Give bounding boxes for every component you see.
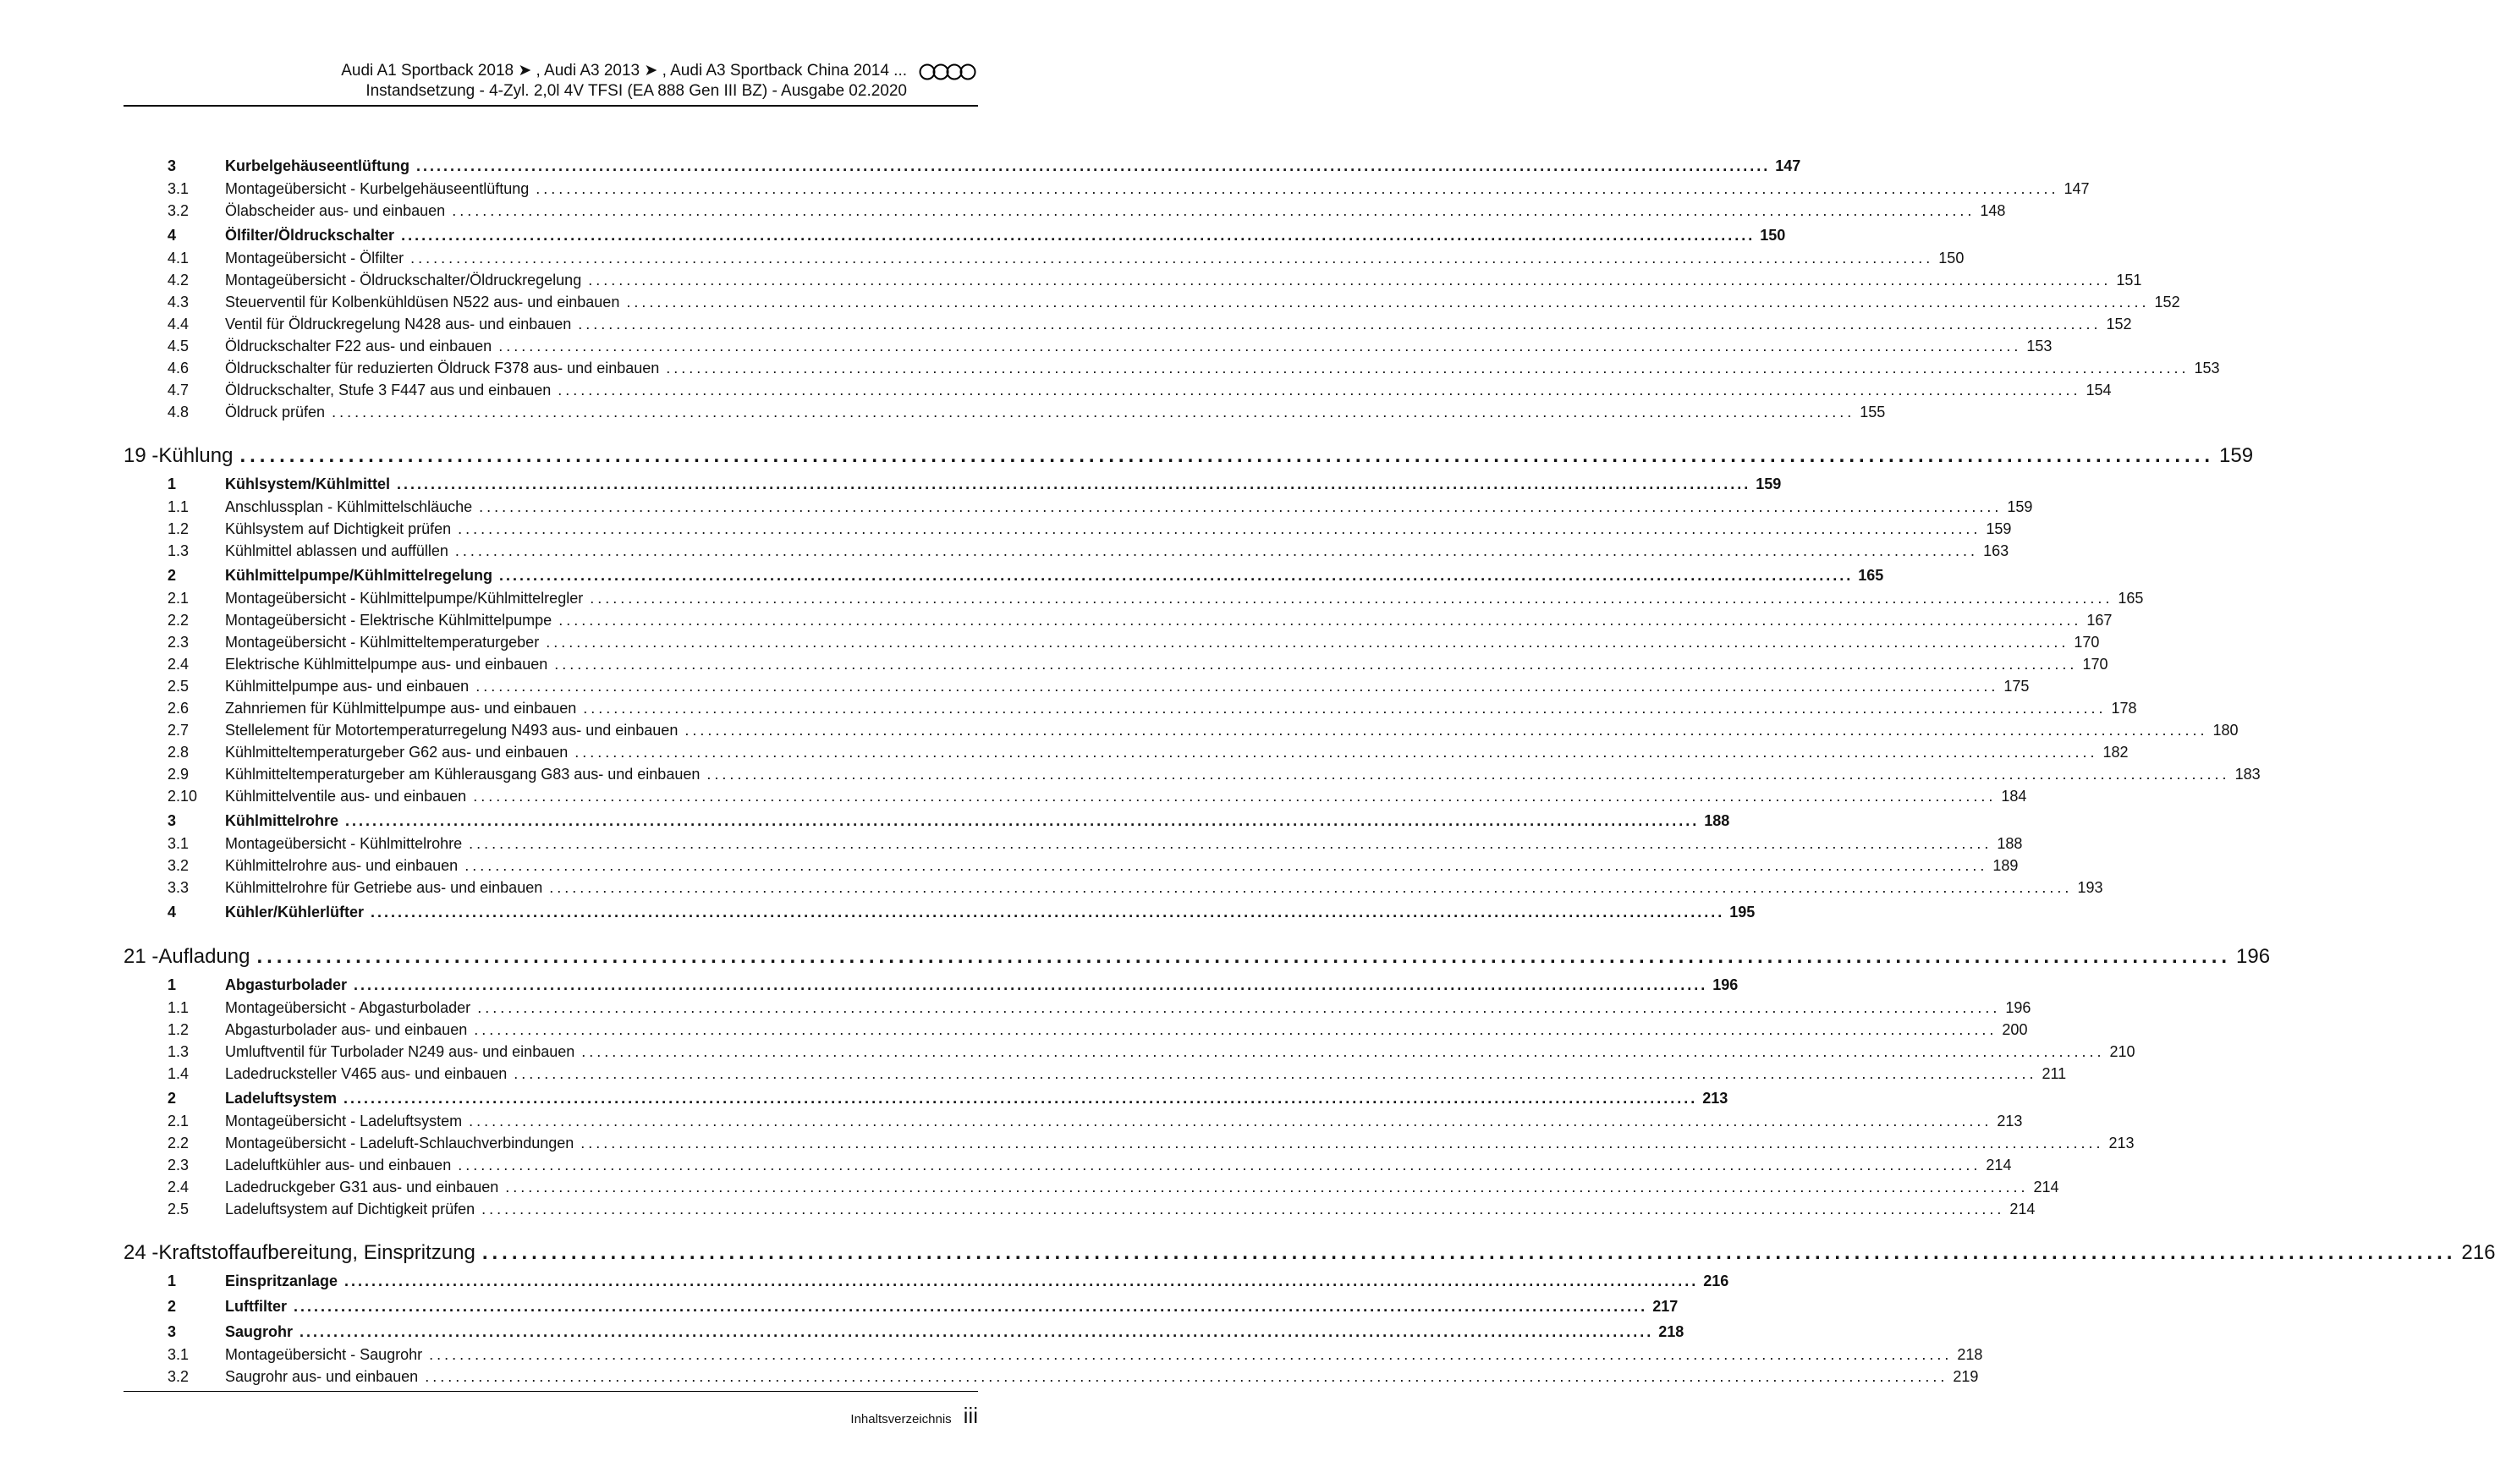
toc-subsection-row[interactable]: [124, 1110, 2023, 1132]
toc-leader-dots: ........................................................................................................................................................................................................: [343, 1090, 1698, 1107]
toc-entry-title: Öldruckschalter, Stufe 3 F447 aus und einbauen: [225, 382, 552, 398]
footer-divider: [124, 1391, 978, 1392]
toc-subsection-row[interactable]: [124, 675, 2030, 697]
toc-entry-title: Abgasturbolader: [225, 976, 348, 993]
toc-entry-number: 2.2: [168, 612, 190, 629]
toc-chapter-row[interactable]: [124, 442, 2254, 470]
toc-entry-page: 182: [2102, 744, 2129, 761]
toc-leader-dots: ........................................................................................................................................................................................................: [666, 360, 2190, 376]
header-line-1: Audi A1 Sportback 2018 ➤ , Audi A3 2013 ➤ , Audi A3 Sportback China 2014 ...: [341, 62, 907, 80]
toc-entry-number: 2.6: [168, 700, 190, 717]
toc-entry-title: Montageübersicht - Elektrische Kühlmittelpumpe: [225, 612, 552, 629]
toc-leader-dots: ........................................................................................................................................................................................................: [345, 812, 1700, 829]
toc-entry-page: 155: [1860, 404, 1886, 420]
toc-subsection-row[interactable]: [124, 178, 2090, 200]
toc-section-row[interactable]: [124, 1086, 1728, 1110]
toc-entry-number: 1.4: [168, 1065, 190, 1082]
toc-subsection-row[interactable]: [124, 587, 2144, 609]
toc-entry-title: Kühlmittelrohre für Getriebe aus- und einbauen: [225, 879, 543, 896]
toc-entry-title: Einspritzanlage: [225, 1272, 338, 1289]
toc-leader-dots: ........................................................................................................................................................................................................: [505, 1179, 2029, 1195]
toc-leader-dots: ........................................................................................................................................................................................................: [469, 1113, 1992, 1129]
toc-entry-number: 3.3: [168, 879, 190, 896]
toc-leader-dots: ........................................................................................................................................................................................................: [454, 542, 1979, 559]
toc-entry-title: Kühlmittelrohre: [225, 812, 339, 829]
toc-subsection-row[interactable]: [124, 785, 2027, 807]
toc-leader-dots: ........................................................................................................................................................................................................: [626, 294, 2150, 311]
table-of-contents: [124, 152, 2495, 1388]
toc-subsection-row[interactable]: [124, 1198, 2036, 1220]
toc-entry-title: Ölabscheider aus- und einbauen: [225, 202, 446, 219]
toc-entry-title: Montageübersicht - Kühlmittelpumpe/Kühlmittelregler: [225, 590, 584, 607]
toc-entry-title: Kühlmittelrohre aus- und einbauen: [225, 857, 459, 874]
toc-subsection-row[interactable]: [124, 313, 2132, 335]
toc-entry-page: 217: [1652, 1298, 1679, 1315]
toc-entry-page: 180: [2212, 722, 2239, 739]
toc-entry-page: 195: [1729, 904, 1756, 921]
toc-entry-title: Kühlsystem/Kühlmittel: [225, 475, 391, 492]
toc-subsection-row[interactable]: [124, 1132, 2135, 1154]
toc-entry-page: 218: [1658, 1323, 1684, 1340]
toc-entry-page: 188: [1704, 812, 1730, 829]
toc-subsection-row[interactable]: [124, 609, 2113, 631]
toc-entry-title: Öldruckschalter für reduzierten Öldruck F378 aus- und einbauen: [225, 360, 660, 376]
toc-leader-dots: ........................................................................................................................................................................................................: [410, 250, 1934, 267]
toc-entry-number: 2.4: [168, 656, 190, 673]
toc-entry-number: 4.3: [168, 294, 190, 311]
toc-entry-page: 154: [2086, 382, 2112, 398]
toc-entry-number: 4: [168, 904, 177, 921]
toc-subsection-row[interactable]: [124, 1019, 2028, 1041]
toc-subsection-row[interactable]: [124, 763, 2261, 785]
toc-leader-dots: ........................................................................................................................................................................................................: [332, 404, 1855, 420]
toc-entry-title: Montageübersicht - Ölfilter: [225, 250, 404, 267]
toc-entry-number: 3.2: [168, 857, 190, 874]
toc-entry-page: 219: [1953, 1368, 1979, 1385]
toc-entry-page: 178: [2111, 700, 2137, 717]
toc-entry-title: Montageübersicht - Abgasturbolader: [225, 999, 471, 1016]
toc-entry-title: Montageübersicht - Kurbelgehäuseentlüftung: [225, 180, 530, 197]
toc-entry-title: Anschlussplan - Kühlmittelschläuche: [225, 498, 473, 515]
toc-subsection-row[interactable]: [124, 200, 2006, 222]
toc-leader-dots: ........................................................................................................................................................................................................: [590, 590, 2113, 607]
toc-entry-page: 213: [1702, 1090, 1728, 1107]
toc-entry-page: 196: [1712, 976, 1739, 993]
header-line-2: Instandsetzung - 4-Zyl. 2,0l 4V TFSI (EA 888 Gen III BZ) - Ausgabe 02.2020: [365, 82, 907, 100]
toc-entry-page: 150: [1938, 250, 1965, 267]
toc-entry-title: Luftfilter: [225, 1298, 287, 1315]
toc-entry-page: 165: [2118, 590, 2144, 607]
toc-entry-page: 159: [2219, 444, 2254, 467]
toc-leader-dots: ........................................................................................................................................................................................................: [499, 567, 1854, 584]
toc-entry-number: 1: [168, 976, 177, 993]
toc-entry-title: Montageübersicht - Ladeluftsystem: [225, 1113, 463, 1129]
toc-entry-page: 152: [2154, 294, 2180, 311]
toc-leader-dots: ........................................................................................................................................................................................................: [684, 722, 2208, 739]
toc-entry-page: 211: [2042, 1065, 2067, 1082]
toc-entry-number: 3.2: [168, 202, 190, 219]
toc-leader-dots: ........................................................................................................................................................................................................: [481, 1201, 2005, 1217]
toc-subsection-row[interactable]: [124, 401, 1886, 423]
toc-entry-title: Montageübersicht - Kühlmitteltemperaturgeber: [225, 634, 540, 651]
toc-entry-page: 218: [1957, 1346, 1983, 1363]
toc-entry-title: Kurbelgehäuseentlüftung: [225, 157, 410, 174]
toc-leader-dots: ........................................................................................................................................................................................................: [581, 1043, 2105, 1060]
toc-subsection-row[interactable]: [124, 855, 2019, 877]
toc-entry-title: Ölfilter/Öldruckschalter: [225, 227, 395, 244]
toc-subsection-row[interactable]: [124, 335, 2053, 357]
toc-entry-page: 147: [1775, 157, 1801, 174]
toc-leader-dots: ........................................................................................................................................................................................................: [574, 744, 2098, 761]
toc-entry-page: 214: [2033, 1179, 2059, 1195]
toc-leader-dots: ........................................................................................................................................................................................................: [371, 904, 1725, 921]
toc-entry-number: 2.4: [168, 1179, 190, 1195]
toc-section-row[interactable]: [124, 1294, 1679, 1318]
toc-entry-page: 153: [2026, 338, 2053, 355]
toc-subsection-row[interactable]: [124, 379, 2112, 401]
toc-entry-page: 188: [1997, 835, 2023, 852]
toc-section-row[interactable]: [124, 563, 1884, 587]
toc-subsection-row[interactable]: [124, 741, 2129, 763]
page-footer: [850, 1403, 978, 1429]
toc-entry-title: Ventil für Öldruckregelung N428 aus- und einbauen: [225, 316, 572, 333]
toc-entry-title: Saugrohr: [225, 1323, 294, 1340]
toc-entry-number: 4.2: [168, 272, 190, 289]
toc-subsection-row[interactable]: [124, 1366, 1979, 1388]
toc-entry-title: Kühlmitteltemperaturgeber G62 aus- und einbauen: [225, 744, 569, 761]
toc-entry-title: Elektrische Kühlmittelpumpe aus- und einbauen: [225, 656, 548, 673]
toc-section-row[interactable]: [124, 973, 1739, 997]
toc-entry-number: 2.8: [168, 744, 190, 761]
toc-subsection-row[interactable]: [124, 877, 2103, 899]
toc-chapter-row[interactable]: [124, 943, 2271, 971]
toc-entry-title: Saugrohr aus- und einbauen: [225, 1368, 419, 1385]
toc-section-row[interactable]: [124, 223, 1786, 247]
toc-entry-number: 1.3: [168, 542, 190, 559]
toc-subsection-row[interactable]: [124, 291, 2180, 313]
toc-entry-title: Montageübersicht - Saugrohr: [225, 1346, 423, 1363]
toc-entry-number: 4.7: [168, 382, 190, 398]
toc-entry-number: 2.5: [168, 1201, 190, 1217]
toc-leader-dots: ........................................................................................................................................................................................................: [300, 1323, 1654, 1340]
toc-subsection-row[interactable]: [124, 357, 2220, 379]
toc-leader-dots: ........................................................................................................................................................................................................: [401, 227, 1756, 244]
toc-leader-dots: ........................................................................................................................................................................................................: [546, 634, 2069, 651]
toc-entry-number: 4: [168, 227, 177, 244]
toc-entry-number: 1: [168, 1272, 177, 1289]
toc-entry-number: 4.6: [168, 360, 190, 376]
toc-entry-page: 189: [1992, 857, 2019, 874]
toc-entry-number: 2.3: [168, 634, 190, 651]
toc-leader-dots: ........................................................................................................................................................................................................: [473, 788, 1997, 805]
toc-subsection-row[interactable]: [124, 496, 2033, 518]
toc-leader-dots: ........................................................................................................................................................................................................: [458, 520, 1981, 537]
toc-leader-dots: ........................................................................................................................................................................................................: [536, 180, 2059, 197]
toc-entry-number: 4.4: [168, 316, 190, 333]
toc-entry-title: Ladedruckgeber G31 aus- und einbauen: [225, 1179, 499, 1195]
toc-section-row[interactable]: [124, 1269, 1729, 1293]
toc-entry-number: 2: [168, 1090, 177, 1107]
toc-leader-dots: ........................................................................................................................................................................................................: [479, 498, 2003, 515]
toc-section-row[interactable]: [124, 1320, 1684, 1344]
toc-leader-dots: ........................................................................................................................................................................................................: [583, 700, 2107, 717]
toc-entry-title: Kühler/Kühlerlüfter: [225, 904, 365, 921]
toc-entry-number: 2.2: [168, 1135, 190, 1151]
toc-leader-dots: ........................................................................................................................................................................................................: [558, 382, 2081, 398]
toc-leader-dots: ........................................................................................................................................................................................................: [256, 945, 2232, 968]
toc-leader-dots: ........................................................................................................................................................................................................: [293, 1298, 1648, 1315]
toc-entry-page: 214: [1986, 1157, 2012, 1173]
toc-section-row[interactable]: [124, 154, 1801, 178]
toc-entry-title: Montageübersicht - Ladeluft-Schlauchverbindungen: [225, 1135, 574, 1151]
toc-entry-page: 159: [2007, 498, 2033, 515]
toc-entry-page: 159: [1986, 520, 2012, 537]
toc-entry-title: Öldruck prüfen: [225, 404, 326, 420]
toc-leader-dots: ........................................................................................................................................................................................................: [469, 835, 1992, 852]
toc-entry-number: 3: [168, 1323, 177, 1340]
toc-entry-page: 193: [2077, 879, 2103, 896]
toc-entry-number: 3: [168, 812, 177, 829]
toc-entry-number: 21 -: [124, 945, 159, 968]
toc-entry-number: 3.2: [168, 1368, 190, 1385]
toc-entry-number: 1: [168, 475, 177, 492]
toc-entry-number: 3.1: [168, 180, 190, 197]
header-divider: [124, 105, 978, 107]
toc-entry-page: 152: [2106, 316, 2132, 333]
toc-subsection-row[interactable]: [124, 631, 2100, 653]
toc-entry-page: 148: [1980, 202, 2006, 219]
toc-entry-number: 19 -: [124, 444, 159, 467]
toc-leader-dots: ........................................................................................................................................................................................................: [554, 656, 2078, 673]
toc-entry-number: 2: [168, 567, 177, 584]
toc-entry-title: Kühlsystem auf Dichtigkeit prüfen: [225, 520, 452, 537]
toc-subsection-row[interactable]: [124, 518, 2012, 540]
toc-entry-title: Montageübersicht - Kühlmittelrohre: [225, 835, 463, 852]
toc-leader-dots: ........................................................................................................................................................................................................: [514, 1065, 2037, 1082]
toc-entry-title: Kühlmittelpumpe aus- und einbauen: [225, 678, 470, 695]
toc-entry-title: Ladeluftkühler aus- und einbauen: [225, 1157, 452, 1173]
header-text: [341, 61, 907, 102]
toc-entry-number: 2.1: [168, 590, 190, 607]
toc-entry-page: 196: [2236, 945, 2271, 968]
toc-leader-dots: ........................................................................................................................................................................................................: [475, 678, 1999, 695]
toc-entry-page: 210: [2109, 1043, 2135, 1060]
toc-entry-title: Ladeluftsystem: [225, 1090, 338, 1107]
toc-entry-title: Ladeluftsystem auf Dichtigkeit prüfen: [225, 1201, 475, 1217]
toc-subsection-row[interactable]: [124, 1063, 2067, 1085]
toc-entry-number: 2.5: [168, 678, 190, 695]
footer-page-number: iii: [963, 1403, 978, 1428]
toc-entry-page: 196: [2005, 999, 2031, 1016]
toc-entry-title: Kühlmitteltemperaturgeber am Kühlerausgang G83 aus- und einbauen: [225, 766, 701, 783]
toc-entry-title: Steuerventil für Kolbenkühldüsen N522 aus- und einbauen: [225, 294, 620, 311]
toc-entry-number: 1.3: [168, 1043, 190, 1060]
toc-entry-page: 163: [1983, 542, 2009, 559]
toc-leader-dots: ........................................................................................................................................................................................................: [464, 857, 1988, 874]
toc-subsection-row[interactable]: [124, 997, 2031, 1019]
toc-entry-title: Aufladung: [158, 945, 250, 968]
toc-entry-title: Ladedrucksteller V465 aus- und einbauen: [225, 1065, 508, 1082]
toc-entry-number: 24 -: [124, 1241, 159, 1264]
toc-entry-title: Kühlung: [158, 444, 234, 467]
toc-subsection-row[interactable]: [124, 269, 2142, 291]
toc-leader-dots: ........................................................................................................................................................................................................: [397, 475, 1751, 492]
toc-entry-title: Kühlmittelventile aus- und einbauen: [225, 788, 467, 805]
toc-subsection-row[interactable]: [124, 719, 2239, 741]
toc-section-row[interactable]: [124, 472, 1782, 496]
toc-entry-number: 1.2: [168, 520, 190, 537]
toc-entry-page: 216: [1703, 1272, 1729, 1289]
toc-entry-page: 170: [2082, 656, 2108, 673]
toc-leader-dots: ........................................................................................................................................................................................................: [425, 1368, 1948, 1385]
toc-leader-dots: ........................................................................................................................................................................................................: [354, 976, 1708, 993]
toc-subsection-row[interactable]: [124, 833, 2023, 855]
toc-entry-page: 170: [2074, 634, 2100, 651]
toc-entry-page: 147: [2064, 180, 2090, 197]
toc-entry-number: 3.1: [168, 1346, 190, 1363]
footer-label: Inhaltsverzeichnis: [850, 1412, 952, 1426]
toc-entry-number: 2.10: [168, 788, 198, 805]
toc-section-row[interactable]: [124, 900, 1756, 924]
toc-entry-page: 153: [2194, 360, 2220, 376]
toc-leader-dots: ........................................................................................................................................................................................................: [578, 316, 2102, 333]
toc-entry-number: 3: [168, 157, 177, 174]
page-header: [124, 61, 978, 103]
toc-leader-dots: ........................................................................................................................................................................................................: [580, 1135, 2104, 1151]
toc-entry-number: 2.9: [168, 766, 190, 783]
toc-subsection-row[interactable]: [124, 540, 2009, 562]
toc-subsection-row[interactable]: [124, 697, 2137, 719]
toc-section-row[interactable]: [124, 809, 1730, 833]
toc-entry-number: 4.5: [168, 338, 190, 355]
toc-entry-title: Montageübersicht - Öldruckschalter/Öldruckregelung: [225, 272, 582, 289]
toc-leader-dots: ........................................................................................................................................................................................................: [481, 1241, 2457, 1264]
toc-leader-dots: ........................................................................................................................................................................................................: [498, 338, 2022, 355]
toc-leader-dots: ........................................................................................................................................................................................................: [416, 157, 1771, 174]
toc-entry-page: 200: [2002, 1021, 2028, 1038]
toc-entry-page: 150: [1760, 227, 1786, 244]
toc-entry-title: Stellelement für Motortemperaturregelung N493 aus- und einbauen: [225, 722, 679, 739]
toc-entry-page: 165: [1858, 567, 1884, 584]
toc-leader-dots: ........................................................................................................................................................................................................: [474, 1021, 1998, 1038]
toc-leader-dots: ........................................................................................................................................................................................................: [344, 1272, 1699, 1289]
toc-entry-title: Abgasturbolader aus- und einbauen: [225, 1021, 468, 1038]
toc-subsection-row[interactable]: [124, 1176, 2059, 1198]
toc-entry-page: 183: [2234, 766, 2261, 783]
toc-entry-number: 1.1: [168, 999, 190, 1016]
toc-entry-page: 213: [1997, 1113, 2023, 1129]
toc-entry-page: 213: [2108, 1135, 2135, 1151]
toc-leader-dots: ........................................................................................................................................................................................................: [588, 272, 2112, 289]
toc-entry-page: 151: [2116, 272, 2142, 289]
toc-entry-page: 175: [2003, 678, 2030, 695]
toc-entry-number: 2.1: [168, 1113, 190, 1129]
toc-entry-number: 3.1: [168, 835, 190, 852]
toc-entry-title: Kraftstoffaufbereitung, Einspritzung: [158, 1241, 475, 1264]
toc-entry-title: Kühlmittelpumpe/Kühlmittelregelung: [225, 567, 493, 584]
toc-entry-title: Kühlmittel ablassen und auffüllen: [225, 542, 448, 559]
toc-entry-page: 167: [2086, 612, 2113, 629]
audi-rings-logo-icon: [919, 63, 978, 80]
toc-entry-page: 184: [2001, 788, 2027, 805]
toc-entry-page: 159: [1756, 475, 1782, 492]
toc-entry-number: 4.8: [168, 404, 190, 420]
toc-entry-page: 216: [2461, 1241, 2495, 1264]
toc-entry-title: Zahnriemen für Kühlmittelpumpe aus- und einbauen: [225, 700, 577, 717]
toc-subsection-row[interactable]: [124, 1344, 1983, 1366]
toc-leader-dots: ........................................................................................................................................................................................................: [477, 999, 2001, 1016]
toc-entry-title: Umluftventil für Turbolader N249 aus- und einbauen: [225, 1043, 575, 1060]
toc-entry-number: 1.1: [168, 498, 190, 515]
toc-subsection-row[interactable]: [124, 653, 2108, 675]
toc-chapter-row[interactable]: [124, 1239, 2495, 1267]
toc-leader-dots: ........................................................................................................................................................................................................: [429, 1346, 1953, 1363]
toc-entry-page: 214: [2009, 1201, 2036, 1217]
toc-subsection-row[interactable]: [124, 1154, 2012, 1176]
toc-entry-number: 2: [168, 1298, 177, 1315]
toc-entry-number: 2.3: [168, 1157, 190, 1173]
toc-leader-dots: ........................................................................................................................................................................................................: [549, 879, 2073, 896]
toc-entry-number: 4.1: [168, 250, 190, 267]
toc-leader-dots: ........................................................................................................................................................................................................: [452, 202, 1976, 219]
toc-subsection-row[interactable]: [124, 247, 1965, 269]
toc-leader-dots: ........................................................................................................................................................................................................: [239, 444, 2215, 467]
toc-leader-dots: ........................................................................................................................................................................................................: [458, 1157, 1981, 1173]
toc-entry-number: 1.2: [168, 1021, 190, 1038]
toc-leader-dots: ........................................................................................................................................................................................................: [558, 612, 2082, 629]
toc-entry-title: Öldruckschalter F22 aus- und einbauen: [225, 338, 492, 355]
toc-leader-dots: ........................................................................................................................................................................................................: [706, 766, 2230, 783]
toc-subsection-row[interactable]: [124, 1041, 2135, 1063]
toc-entry-number: 2.7: [168, 722, 190, 739]
